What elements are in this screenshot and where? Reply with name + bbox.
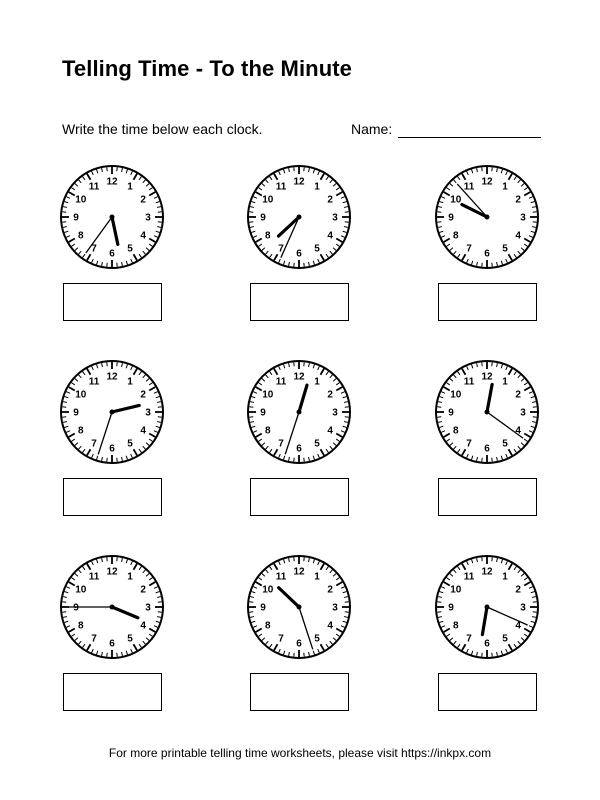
clock-number: 10 xyxy=(262,389,274,401)
clock-number: 2 xyxy=(140,194,146,206)
clock-number: 7 xyxy=(278,243,284,255)
clock-number: 4 xyxy=(140,230,146,242)
clock-number: 5 xyxy=(127,243,133,255)
clock xyxy=(57,357,167,467)
clock-number: 8 xyxy=(265,230,271,242)
clock-number: 11 xyxy=(463,181,475,193)
clock-number: 7 xyxy=(91,243,97,255)
clock-number: 2 xyxy=(140,389,146,401)
clock-number: 1 xyxy=(314,376,320,388)
clock-number: 6 xyxy=(484,638,490,650)
clock-number: 9 xyxy=(448,602,454,614)
clock-number: 8 xyxy=(453,230,459,242)
clock-number: 1 xyxy=(314,571,320,583)
clock-number: 11 xyxy=(275,571,287,583)
center-pin xyxy=(110,215,115,220)
clock-number: 6 xyxy=(484,443,490,455)
clock-number: 6 xyxy=(296,443,302,455)
answer-box[interactable] xyxy=(63,673,162,711)
clock-number: 9 xyxy=(73,407,79,419)
clock-number: 12 xyxy=(481,176,493,188)
clock-number: 10 xyxy=(450,389,462,401)
answer-box[interactable] xyxy=(438,478,537,516)
center-pin xyxy=(297,410,302,415)
clock-number: 5 xyxy=(502,633,508,645)
clock-number: 2 xyxy=(515,584,521,596)
clock xyxy=(57,552,167,662)
answer-box[interactable] xyxy=(250,478,349,516)
clock-number: 4 xyxy=(515,425,521,437)
clock-number: 5 xyxy=(127,438,133,450)
clock-number: 3 xyxy=(145,407,151,419)
clock-number: 3 xyxy=(332,602,338,614)
clock-number: 2 xyxy=(327,584,333,596)
instructions: Write the time below each clock. xyxy=(62,121,263,137)
clock-number: 5 xyxy=(314,633,320,645)
clock-number: 3 xyxy=(145,602,151,614)
clock-number: 12 xyxy=(481,566,493,578)
footer-note: For more printable telling time worksheets, please visit https://inkpx.com xyxy=(108,746,492,760)
clock-number: 2 xyxy=(515,389,521,401)
clock xyxy=(244,357,354,467)
answer-box[interactable] xyxy=(250,673,349,711)
clock-number: 4 xyxy=(140,425,146,437)
clock-number: 8 xyxy=(78,425,84,437)
clock-number: 11 xyxy=(463,571,475,583)
clock-number: 7 xyxy=(466,438,472,450)
clock-number: 9 xyxy=(448,212,454,224)
clock-number: 11 xyxy=(463,376,475,388)
clock-number: 2 xyxy=(515,194,521,206)
clock-number: 12 xyxy=(293,566,305,578)
clock-number: 12 xyxy=(293,371,305,383)
clock-number: 3 xyxy=(332,212,338,224)
clock-number: 11 xyxy=(275,181,287,193)
clock xyxy=(432,552,542,662)
clock-number: 9 xyxy=(260,602,266,614)
clock-number: 12 xyxy=(481,371,493,383)
clock-number: 9 xyxy=(73,212,79,224)
clock-number: 12 xyxy=(106,371,118,383)
clock-number: 8 xyxy=(453,620,459,632)
clock-number: 6 xyxy=(109,443,115,455)
clock-number: 7 xyxy=(91,438,97,450)
clock-number: 6 xyxy=(109,638,115,650)
clock-number: 11 xyxy=(88,181,100,193)
clock-number: 12 xyxy=(293,176,305,188)
clock-number: 1 xyxy=(127,571,133,583)
clock-number: 4 xyxy=(515,620,521,632)
center-pin xyxy=(110,410,115,415)
clock-number: 8 xyxy=(265,620,271,632)
clock-number: 1 xyxy=(127,376,133,388)
clock-number: 3 xyxy=(520,407,526,419)
center-pin xyxy=(110,605,115,610)
center-pin xyxy=(297,605,302,610)
clock-number: 6 xyxy=(484,248,490,260)
clock-number: 2 xyxy=(327,389,333,401)
clock-number: 10 xyxy=(75,389,87,401)
clock-number: 10 xyxy=(262,584,274,596)
clock-number: 9 xyxy=(448,407,454,419)
clock-number: 6 xyxy=(296,248,302,260)
clock-number: 9 xyxy=(260,407,266,419)
clock xyxy=(244,552,354,662)
clock-number: 8 xyxy=(265,425,271,437)
clock-number: 10 xyxy=(450,584,462,596)
clock-number: 4 xyxy=(515,230,521,242)
clock-number: 7 xyxy=(466,633,472,645)
clock-number: 8 xyxy=(78,620,84,632)
clock-number: 5 xyxy=(314,438,320,450)
clock-number: 10 xyxy=(75,584,87,596)
clock-number: 1 xyxy=(502,181,508,193)
name-field-line[interactable] xyxy=(398,137,541,138)
clock xyxy=(432,357,542,467)
clock-number: 4 xyxy=(327,230,333,242)
clock-number: 7 xyxy=(466,243,472,255)
clock-number: 11 xyxy=(88,571,100,583)
clock-number: 2 xyxy=(327,194,333,206)
center-pin xyxy=(297,215,302,220)
clock-number: 5 xyxy=(502,438,508,450)
answer-box[interactable] xyxy=(63,478,162,516)
answer-box[interactable] xyxy=(438,283,537,321)
clock xyxy=(432,162,542,272)
clock-number: 4 xyxy=(140,620,146,632)
answer-box[interactable] xyxy=(63,283,162,321)
clock-number: 7 xyxy=(91,633,97,645)
clock-number: 5 xyxy=(314,243,320,255)
clock-number: 10 xyxy=(262,194,274,206)
clock-number: 1 xyxy=(127,181,133,193)
clock xyxy=(57,162,167,272)
clock-number: 12 xyxy=(106,176,118,188)
clock-number: 3 xyxy=(332,407,338,419)
clock-number: 1 xyxy=(502,571,508,583)
clock-number: 4 xyxy=(327,620,333,632)
center-pin xyxy=(485,215,490,220)
clock-number: 11 xyxy=(275,376,287,388)
clock-number: 7 xyxy=(278,633,284,645)
center-pin xyxy=(485,410,490,415)
clock-number: 4 xyxy=(327,425,333,437)
clock-number: 9 xyxy=(260,212,266,224)
clock-number: 1 xyxy=(314,181,320,193)
clock-number: 3 xyxy=(145,212,151,224)
answer-box[interactable] xyxy=(438,673,537,711)
clock-number: 6 xyxy=(109,248,115,260)
clock-number: 5 xyxy=(127,633,133,645)
clock-number: 10 xyxy=(75,194,87,206)
clock-number: 5 xyxy=(502,243,508,255)
clock-number: 9 xyxy=(73,602,79,614)
clock-number: 2 xyxy=(140,584,146,596)
clock-number: 3 xyxy=(520,602,526,614)
clock-number: 7 xyxy=(278,438,284,450)
clock-number: 8 xyxy=(78,230,84,242)
clock-number: 6 xyxy=(296,638,302,650)
page-title: Telling Time - To the Minute xyxy=(62,56,353,81)
answer-box[interactable] xyxy=(250,283,349,321)
clock-number: 12 xyxy=(106,566,118,578)
clock-number: 10 xyxy=(450,194,462,206)
center-pin xyxy=(485,605,490,610)
clock-number: 1 xyxy=(502,376,508,388)
clock xyxy=(244,162,354,272)
name-label: Name: xyxy=(351,121,393,137)
clock-number: 11 xyxy=(88,376,100,388)
clock-number: 3 xyxy=(520,212,526,224)
clock-number: 8 xyxy=(453,425,459,437)
